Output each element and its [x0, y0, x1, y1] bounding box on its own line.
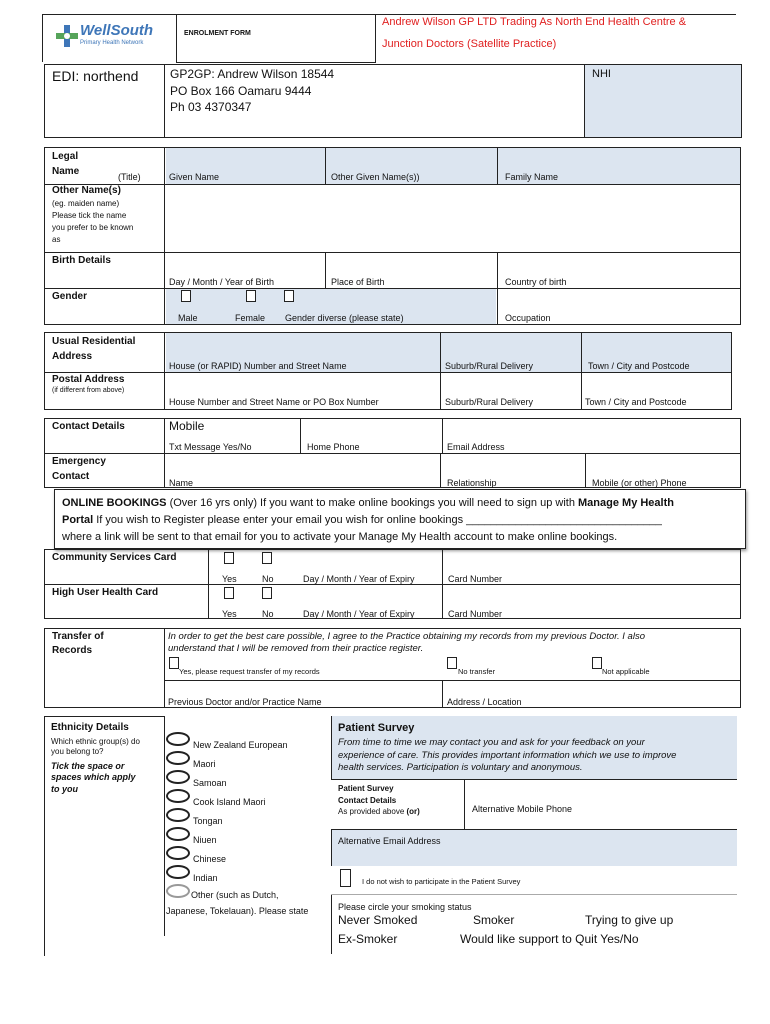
female-checkbox[interactable]	[246, 290, 256, 302]
ethnicity-option-label: Maori	[193, 759, 216, 769]
practice-name-line1: Andrew Wilson GP LTD Trading As North End Health Centre &	[382, 16, 687, 28]
family-name-label: Family Name	[505, 172, 559, 182]
other-names-hint: (eg. maiden name)	[52, 199, 120, 208]
practice-name-line2: Junction Doctors (Satellite Practice)	[382, 38, 557, 50]
wellsouth-logo	[56, 20, 168, 54]
male-label: Male	[178, 313, 198, 323]
tick-instruction-1: Tick the space or	[51, 761, 125, 771]
ethnicity-option-label: Chinese	[193, 854, 227, 864]
online-bookings-register: If you wish to Register please enter your email you wish for online bookings ________________________________	[93, 514, 662, 526]
survey-text-1: From time to time we may contact you and ask for your feedback on your	[338, 737, 645, 748]
transfer-consent-2: understand that I will be removed from their practice register.	[168, 643, 424, 654]
ethnicity-option-label: Samoan	[193, 778, 227, 788]
not-applicable-label: Not applicable	[602, 667, 650, 676]
other-names-hint-2: Please tick the name	[52, 211, 127, 220]
previous-address-label: Address / Location	[447, 697, 522, 707]
transfer-label-2: Records	[52, 645, 93, 656]
csc-no-label: No	[262, 574, 274, 584]
title-label: (Title)	[118, 172, 141, 182]
csc-yes-checkbox[interactable]	[224, 552, 234, 564]
emergency-label-1: Emergency	[52, 456, 106, 467]
survey-text-2: experience of care. This provides important information which we use to improve	[338, 750, 677, 761]
name-fields[interactable]	[166, 148, 740, 184]
manage-my-health-bold: Manage My Health	[578, 497, 674, 509]
survey-optout-checkbox[interactable]	[340, 869, 351, 887]
online-bookings-text-3: where a link will be sent to that email for you to activate your Manage My Health account to make online bookings.	[62, 531, 618, 543]
home-phone-label: Home Phone	[307, 442, 360, 452]
ethnicity-other-option[interactable]	[166, 884, 190, 898]
ethnicity-question-2: you belong to?	[51, 747, 104, 756]
as-provided-text: As provided above	[338, 807, 407, 816]
online-bookings-text-2	[62, 514, 662, 527]
or-text: (or)	[406, 807, 420, 816]
high-user-card-label: High User Health Card	[52, 587, 159, 598]
huc-expiry-label: Day / Month / Year of Expiry	[303, 609, 415, 619]
logo-tagline: Primary Health Network	[80, 40, 144, 46]
emergency-label-2: Contact	[52, 471, 90, 482]
gender-diverse-label: Gender diverse (please state)	[285, 313, 404, 323]
ethnicity-option-label: New Zealand European	[193, 740, 288, 750]
legal-label-1: Legal	[52, 151, 79, 162]
residential-label-1: Usual Residential	[52, 336, 136, 347]
form-title: ENROLMENT FORM	[184, 30, 251, 37]
smoking-smoker[interactable]: Smoker	[473, 913, 515, 927]
postal-town-label: Town / City and Postcode	[585, 397, 687, 407]
postal-suburb-label: Suburb/Rural Delivery	[445, 397, 534, 407]
transfer-label-1: Transfer of	[52, 631, 104, 642]
other-names-hint-4: as	[52, 235, 61, 244]
community-services-card-label: Community Services Card	[52, 552, 177, 563]
ethnicity-option-radio[interactable]	[166, 751, 190, 765]
po-box: PO Box 166 Oamaru 9444	[170, 84, 312, 98]
no-transfer-label: No transfer	[458, 667, 496, 676]
ethnicity-question-1: Which ethnic group(s) do	[51, 737, 140, 746]
ethnicity-other-label-2: Japanese, Tokelauan). Please state	[166, 906, 309, 916]
csc-card-number-label: Card Number	[448, 574, 503, 584]
huc-yes-label: Yes	[222, 609, 237, 619]
gp2gp-label: GP2GP: Andrew Wilson 18544	[170, 67, 335, 81]
postal-hint: (if different from above)	[52, 387, 125, 394]
previous-doctor-label: Previous Doctor and/or Practice Name	[168, 697, 322, 707]
practice-phone: Ph 03 4370347	[170, 100, 252, 114]
email-address-label: Email Address	[447, 442, 505, 452]
transfer-yes-label: Yes, please request transfer of my records	[179, 667, 320, 676]
survey-box-label-3	[338, 807, 420, 816]
alt-mobile-label: Alternative Mobile Phone	[472, 804, 573, 814]
tick-instruction-2: spaces which apply	[51, 772, 136, 782]
ethnicity-option-label: Niuen	[193, 835, 217, 845]
postal-house-label: House Number and Street Name or PO Box Number	[169, 397, 379, 407]
gender-label: Gender	[52, 291, 88, 302]
dob-label: Day / Month / Year of Birth	[169, 277, 275, 287]
edi-label: EDI: northend	[52, 68, 139, 84]
other-given-label: Other Given Name(s))	[331, 172, 420, 182]
huc-no-checkbox[interactable]	[262, 587, 272, 599]
txt-message-label: Txt Message Yes/No	[169, 442, 252, 452]
survey-box-label-2: Contact Details	[338, 796, 397, 805]
transfer-consent-1: In order to get the best care possible, I agree to the Practice obtaining my records from my previous Doctor. I also	[168, 631, 645, 642]
place-of-birth-label: Place of Birth	[331, 277, 385, 287]
other-names-label: Other Name(s)	[52, 185, 121, 196]
survey-optout-label: I do not wish to participate in the Patient Survey	[362, 877, 521, 886]
survey-box-label-1: Patient Survey	[338, 784, 394, 793]
not-applicable-checkbox[interactable]	[592, 657, 602, 669]
no-transfer-checkbox[interactable]	[447, 657, 457, 669]
suburb-label: Suburb/Rural Delivery	[445, 361, 534, 371]
nhi-label: NHI	[592, 68, 611, 80]
huc-no-label: No	[262, 609, 274, 619]
huc-card-number-label: Card Number	[448, 609, 503, 619]
female-label: Female	[235, 313, 266, 323]
ethnicity-option-radio[interactable]	[166, 808, 190, 822]
emergency-name-label: Name	[169, 478, 194, 488]
online-bookings-heading: ONLINE BOOKINGS	[62, 497, 167, 509]
ethnicity-other-label-1: Other (such as Dutch,	[191, 890, 279, 900]
legal-label-2: Name	[52, 166, 80, 177]
tick-instruction-3: to you	[51, 784, 78, 794]
smoking-never[interactable]: Never Smoked	[338, 913, 418, 927]
ethnicity-option-radio[interactable]	[166, 732, 190, 746]
portal-bold: Portal	[62, 514, 94, 526]
ethnicity-option-radio[interactable]	[166, 770, 190, 784]
logo-name: WellSouth	[80, 22, 154, 39]
house-label: House (or RAPID) Number and Street Name	[169, 361, 347, 371]
contact-details-label: Contact Details	[52, 421, 125, 432]
alt-mobile-field[interactable]	[465, 780, 737, 828]
smoking-prompt: Please circle your smoking status	[338, 902, 472, 912]
other-names-hint-3: you prefer to be known	[52, 223, 134, 232]
mobile-label: Mobile	[169, 419, 205, 433]
ethnicity-option-radio[interactable]	[166, 846, 190, 860]
smoking-support[interactable]: Would like support to Quit Yes/No	[460, 932, 639, 946]
smoking-trying[interactable]: Trying to give up	[585, 913, 674, 927]
male-checkbox[interactable]	[181, 290, 191, 302]
csc-expiry-label: Day / Month / Year of Expiry	[303, 574, 415, 584]
postal-address-label: Postal Address	[52, 374, 125, 385]
ethnicity-option-label: Tongan	[193, 816, 223, 826]
birth-details-label: Birth Details	[52, 255, 111, 266]
transfer-yes-checkbox[interactable]	[169, 657, 179, 669]
gender-diverse-checkbox[interactable]	[284, 290, 294, 302]
residential-label-2: Address	[52, 351, 93, 362]
emergency-mobile-label: Mobile (or other) Phone	[592, 478, 687, 488]
csc-no-checkbox[interactable]	[262, 552, 272, 564]
online-bookings-text-1: (Over 16 yrs only) If you want to make online bookings you will need to sign up with	[166, 497, 579, 509]
ethnicity-option-radio[interactable]	[166, 789, 190, 803]
ethnicity-option-label: Cook Island Maori	[193, 797, 266, 807]
alt-email-field[interactable]	[332, 830, 737, 866]
smoking-ex[interactable]: Ex-Smoker	[338, 932, 398, 946]
given-name-label: Given Name	[169, 172, 220, 182]
survey-title: Patient Survey	[338, 722, 415, 734]
survey-text-3: health services. Participation is voluntary and anonymous.	[338, 762, 583, 773]
alt-email-label: Alternative Email Address	[338, 836, 441, 846]
occupation-label: Occupation	[505, 313, 551, 323]
relationship-label: Relationship	[447, 478, 497, 488]
ethnicity-option-radio[interactable]	[166, 827, 190, 841]
huc-yes-checkbox[interactable]	[224, 587, 234, 599]
town-label: Town / City and Postcode	[588, 361, 690, 371]
ethnicity-option-radio[interactable]	[166, 865, 190, 879]
country-of-birth-label: Country of birth	[505, 277, 567, 287]
ethnicity-option-label: Indian	[193, 873, 218, 883]
logo-cross-icon	[56, 24, 78, 48]
online-bookings-text	[62, 497, 674, 510]
csc-yes-label: Yes	[222, 574, 237, 584]
ethnicity-label: Ethnicity Details	[51, 722, 129, 733]
